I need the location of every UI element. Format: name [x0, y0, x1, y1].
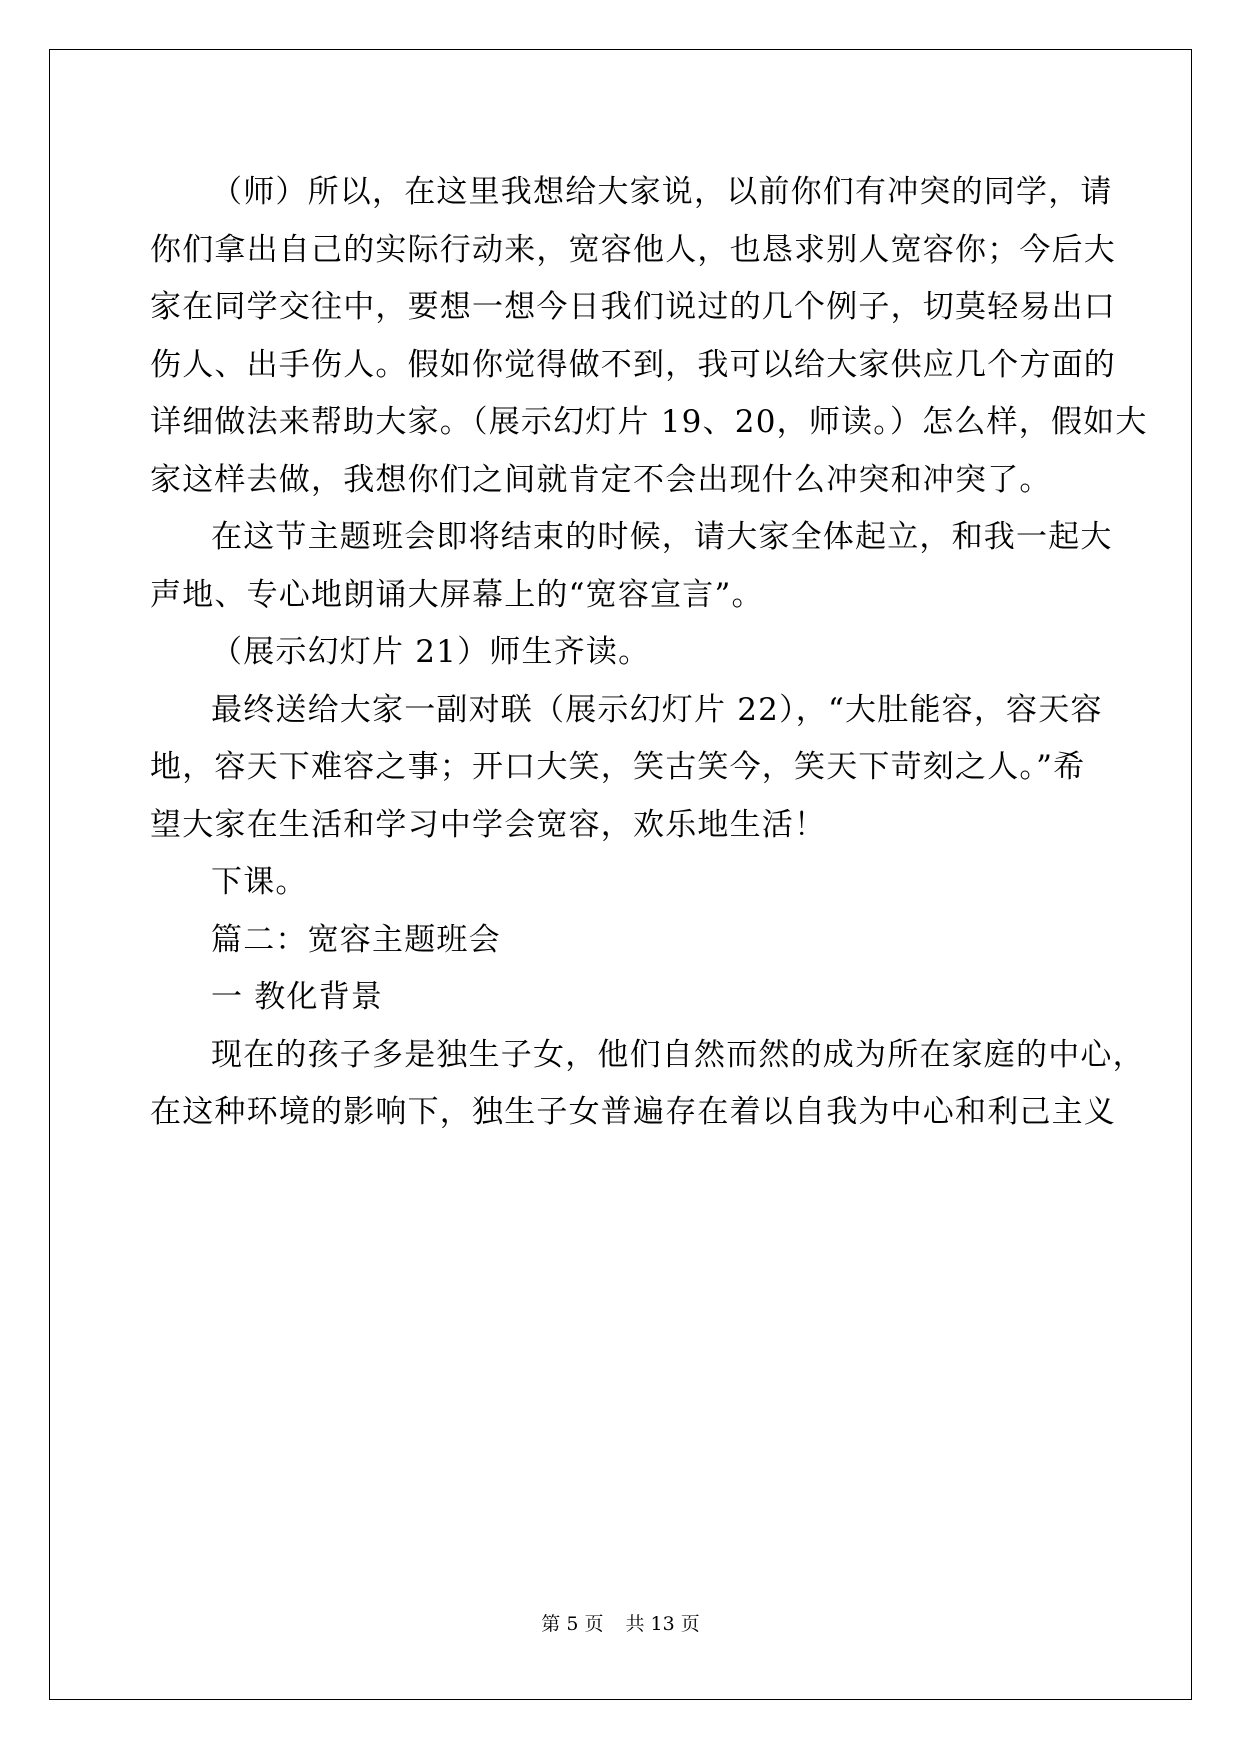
- paragraph-line: 望大家在生活和学习中学会宽容，欢乐地生活！: [150, 807, 827, 843]
- page-footer: [0, 1612, 1241, 1636]
- paragraph-line: 在这种环境的影响下，独生子女普遍存在着以自我为中心和利己主义: [150, 1094, 1116, 1130]
- page-number: 第 5 页: [541, 1613, 604, 1635]
- paragraph-line: 声地、专心地朗诵大屏幕上的“宽容宣言”。: [150, 577, 764, 613]
- paragraph-line: 地，容天下难容之事；开口大笑，笑古笑今，笑天下苛刻之人。”希: [150, 749, 1086, 785]
- paragraph-line: （师）所以，在这里我想给大家说，以前你们有冲突的同学，请: [211, 174, 1113, 210]
- paragraph-line: 在这节主题班会即将结束的时候，请大家全体起立，和我一起大: [211, 519, 1113, 555]
- paragraph-line: 你们拿出自己的实际行动来，宽容他人，也恳求别人宽容你；今后大: [150, 232, 1116, 268]
- page-total: 共 13 页: [625, 1613, 700, 1635]
- paragraph-line: 详细做法来帮助大家。（展示幻灯片 19、20，师读。）怎么样，假如大: [150, 404, 1148, 440]
- paragraph-line: （展示幻灯片 21）师生齐读。: [211, 634, 651, 670]
- paragraph-line: 家在同学交往中，要想一想今日我们说过的几个例子，切莫轻易出口: [150, 289, 1116, 325]
- section-heading: 篇二：宽容主题班会: [211, 922, 501, 958]
- paragraph-line: 最终送给大家一副对联（展示幻灯片 22），“大肚能容，容天容: [211, 692, 1103, 728]
- paragraph-line: 现在的孩子多是独生子女，他们自然而然的成为所在家庭的中心，: [211, 1037, 1145, 1073]
- paragraph-line: 伤人、出手伤人。假如你觉得做不到，我可以给大家供应几个方面的: [150, 347, 1116, 383]
- paragraph-line: 家这样去做，我想你们之间就肯定不会出现什么冲突和冲突了。: [150, 462, 1052, 498]
- subsection-heading: 一 教化背景: [211, 979, 384, 1015]
- paragraph-line: 下课。: [211, 864, 308, 900]
